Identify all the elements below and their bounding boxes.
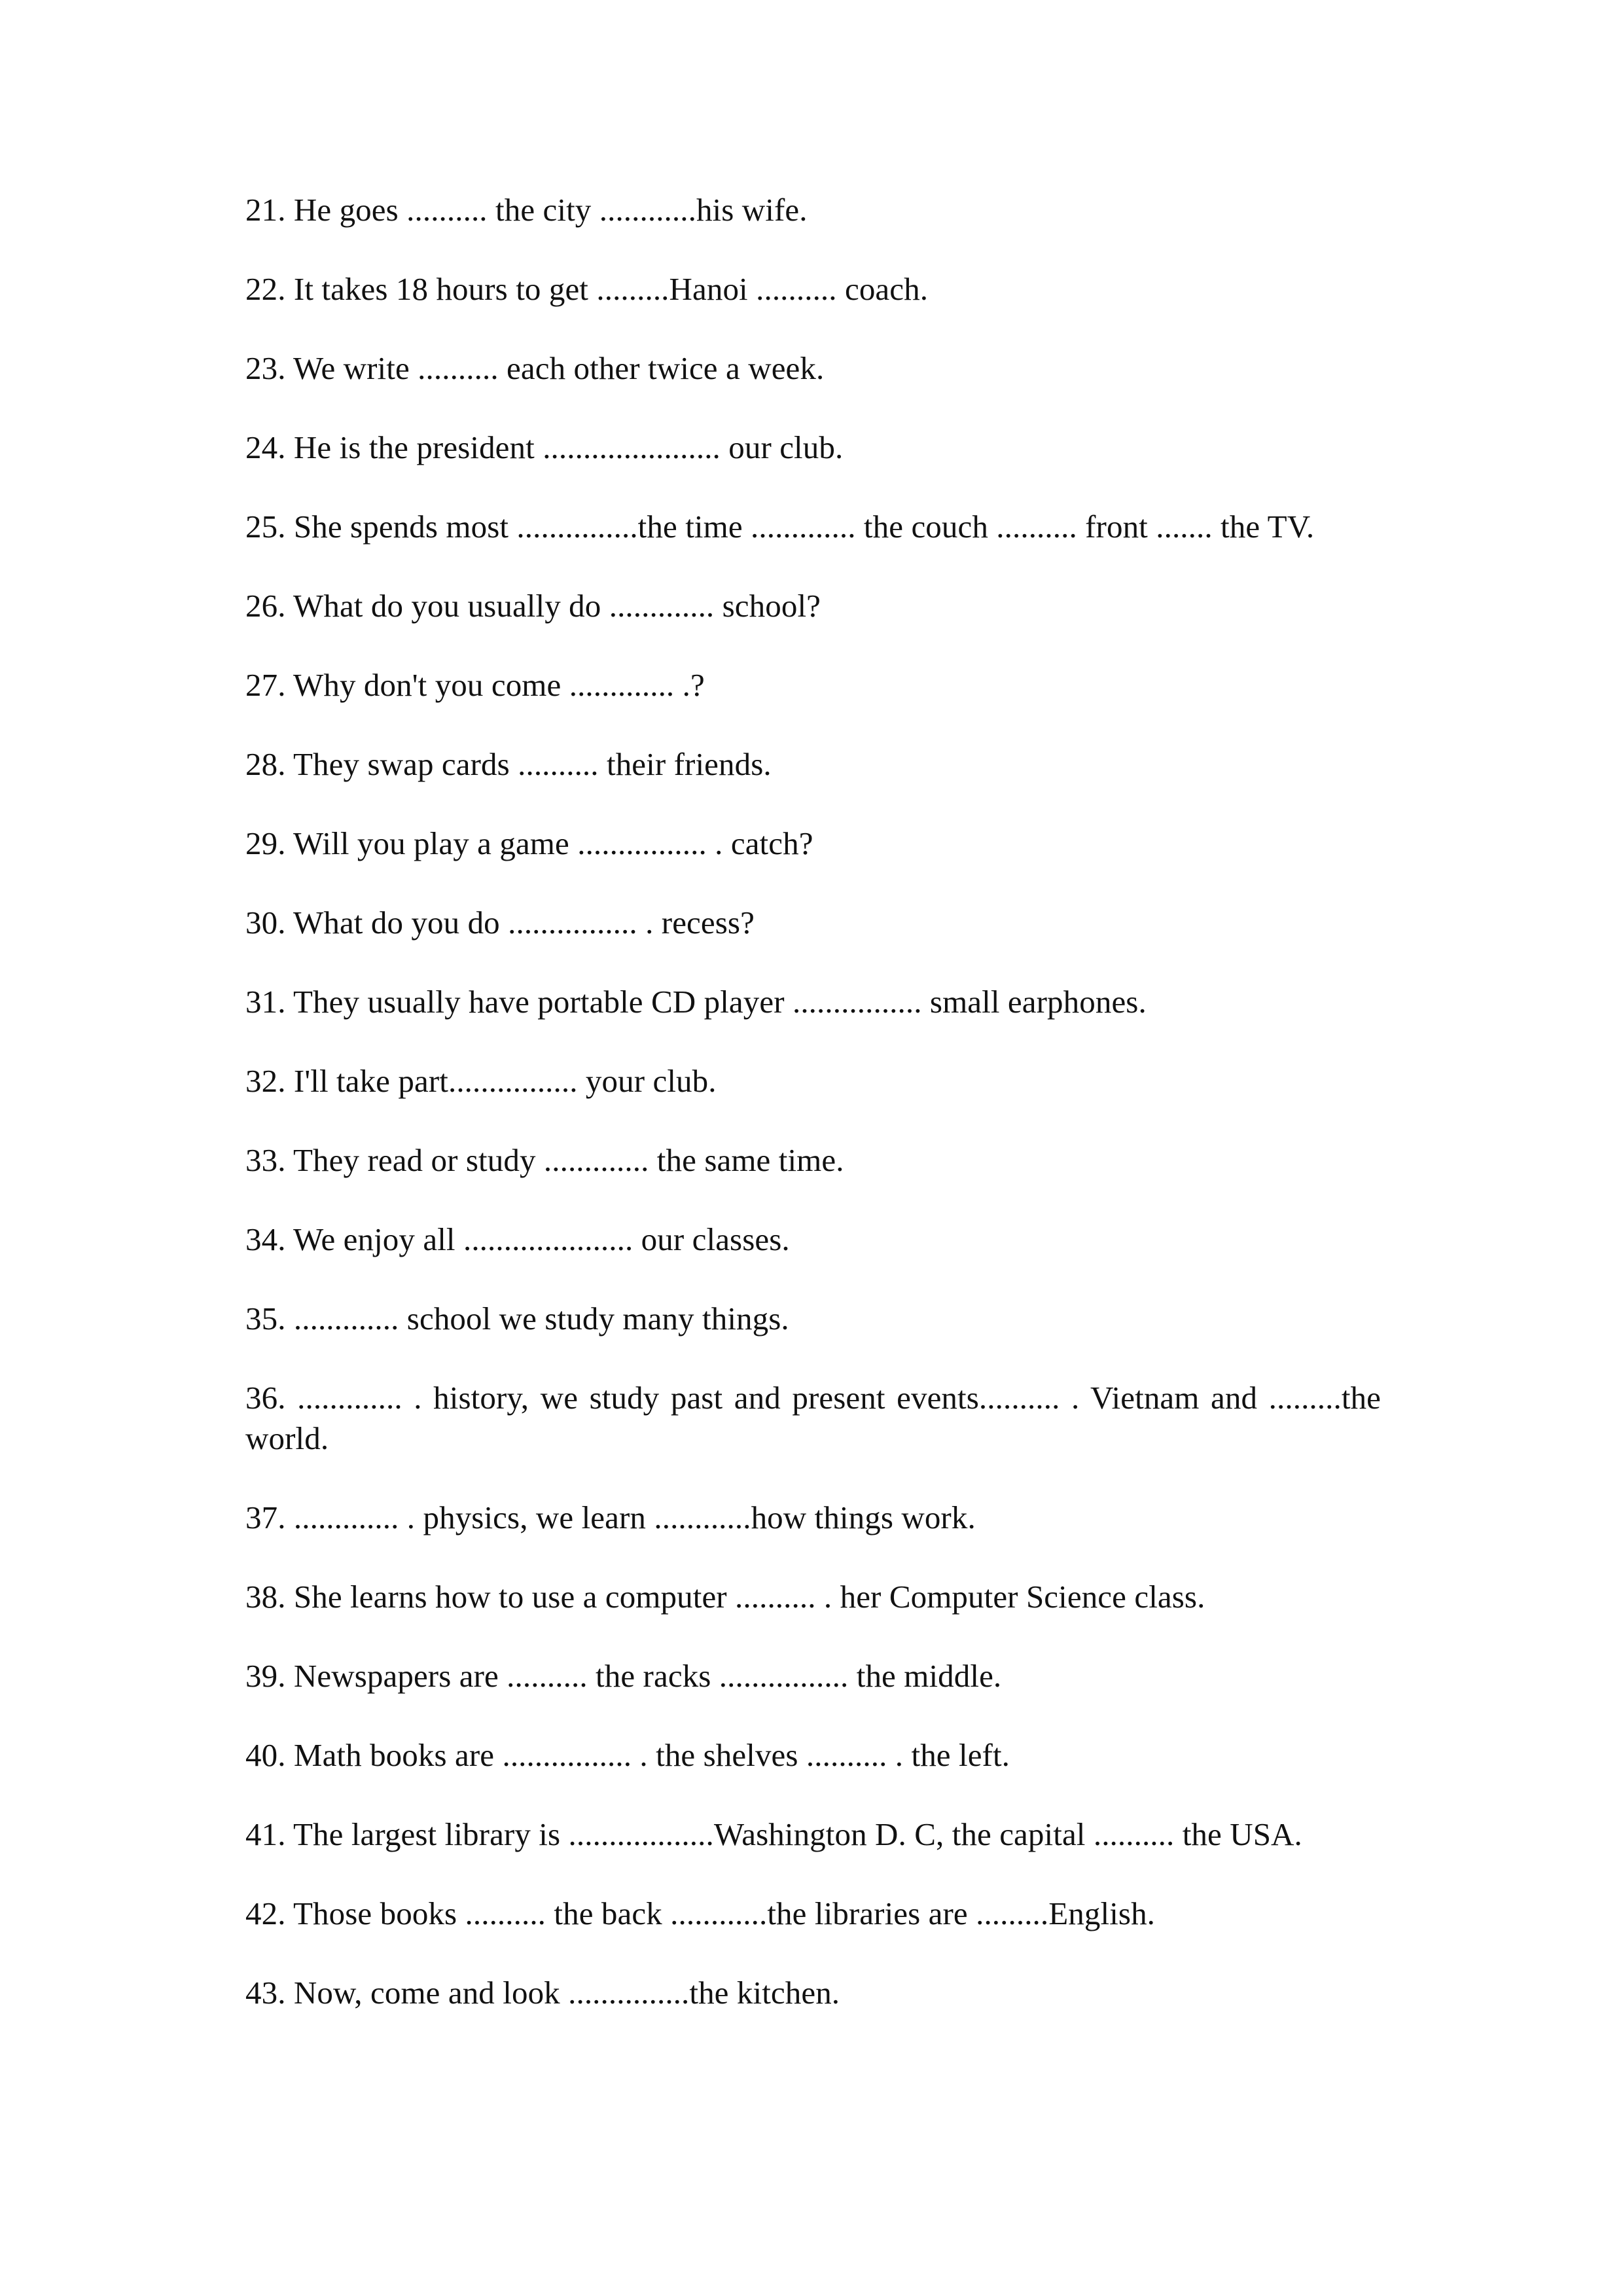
question-36: 36. ............. . history, we study past and present events.......... . Vietnam and .........the world. [245, 1380, 1381, 1456]
question-22: 22. It takes 18 hours to get .........Hanoi .......... coach. [245, 271, 929, 307]
question-26: 26. What do you usually do ............. school? [245, 588, 821, 624]
question-32: 32. I'll take part................ your club. [245, 1063, 717, 1099]
question-23: 23. We write .......... each other twice a week. [245, 350, 825, 386]
question-30: 30. What do you do ................ . recess? [245, 905, 755, 941]
question-40: 40. Math books are ................ . the shelves .......... . the left. [245, 1737, 1010, 1773]
question-29: 29. Will you play a game ................ . catch? [245, 825, 813, 861]
question-39: 39. Newspapers are .......... the racks ................ the middle. [245, 1658, 1002, 1694]
question-34: 34. We enjoy all ..................... our classes. [245, 1221, 790, 1257]
question-38: 38. She learns how to use a computer .......... . her Computer Science class. [245, 1579, 1205, 1615]
question-35: 35. ............. school we study many things. [245, 1300, 789, 1336]
question-42: 42. Those books .......... the back ............the libraries are .........English. [245, 1895, 1156, 1931]
question-24: 24. He is the president ...................... our club. [245, 429, 844, 465]
question-43: 43. Now, come and look ...............the kitchen. [245, 1975, 840, 2011]
question-27: 27. Why don't you come ............. .? [245, 667, 705, 703]
question-25: 25. She spends most ...............the time ............. the couch .......... front ....... the TV. [245, 509, 1315, 545]
question-41: 41. The largest library is ..................Washington D. C, the capital .......... the USA. [245, 1816, 1302, 1852]
question-28: 28. They swap cards .......... their friends. [245, 746, 772, 782]
question-33: 33. They read or study ............. the same time. [245, 1142, 844, 1178]
question-21: 21. He goes .......... the city ............his wife. [245, 192, 808, 228]
question-list [245, 190, 1381, 2052]
question-37: 37. ............. . physics, we learn ............how things work. [245, 1499, 976, 1535]
question-31: 31. They usually have portable CD player ................ small earphones. [245, 984, 1147, 1020]
